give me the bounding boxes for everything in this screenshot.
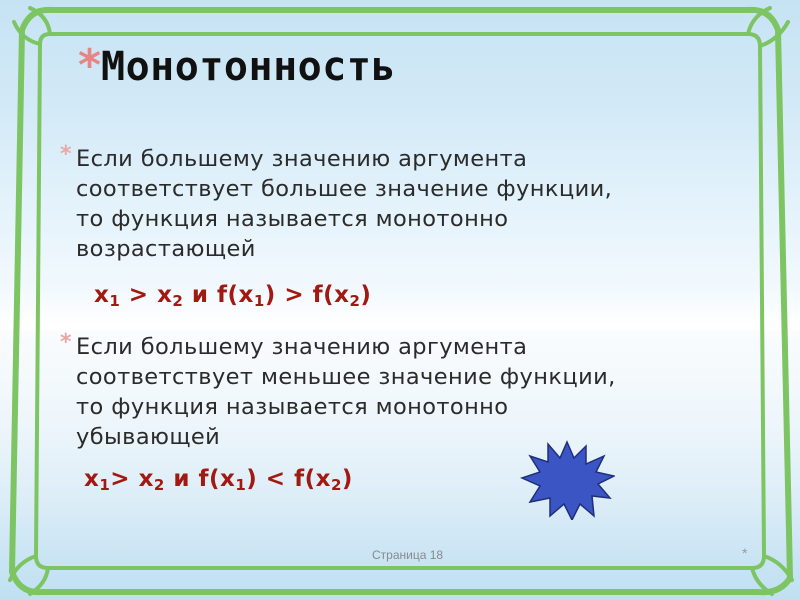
formula-increasing: $x_1 > x_2$ и $f(x_1) > f(x_2)$	[94, 282, 372, 310]
bullet-line: убывающей	[76, 424, 221, 450]
bullet-increasing	[60, 144, 740, 264]
starburst-icon	[520, 440, 615, 520]
bullet-star-icon: *	[60, 142, 72, 167]
bullet-line: соответствует меньшее значение функции,	[76, 364, 616, 390]
bullet-line: соответствует большее значение функции,	[76, 176, 613, 202]
title-bullet-icon: *	[78, 40, 102, 91]
bullet-line: то функция называется монотонно	[76, 394, 509, 420]
bullet-line: Если большему значению аргумента	[76, 334, 528, 360]
footer-marker: *	[742, 545, 748, 561]
bullet-text	[76, 332, 740, 452]
bullet-star-icon: *	[60, 330, 72, 355]
title-row	[78, 40, 396, 95]
bullet-decreasing	[60, 332, 740, 452]
formula-decreasing: $x_1> x_2$ и $f(x_1) < f(x_2)$	[84, 466, 353, 494]
page-title: Монотонность	[101, 44, 396, 90]
page-number: Страница 18	[372, 548, 444, 562]
bullet-line: возрастающей	[76, 236, 256, 262]
bullet-line: то функция называется монотонно	[76, 206, 509, 232]
bullet-line: Если большему значению аргумента	[76, 146, 528, 172]
bullet-text	[76, 144, 740, 264]
